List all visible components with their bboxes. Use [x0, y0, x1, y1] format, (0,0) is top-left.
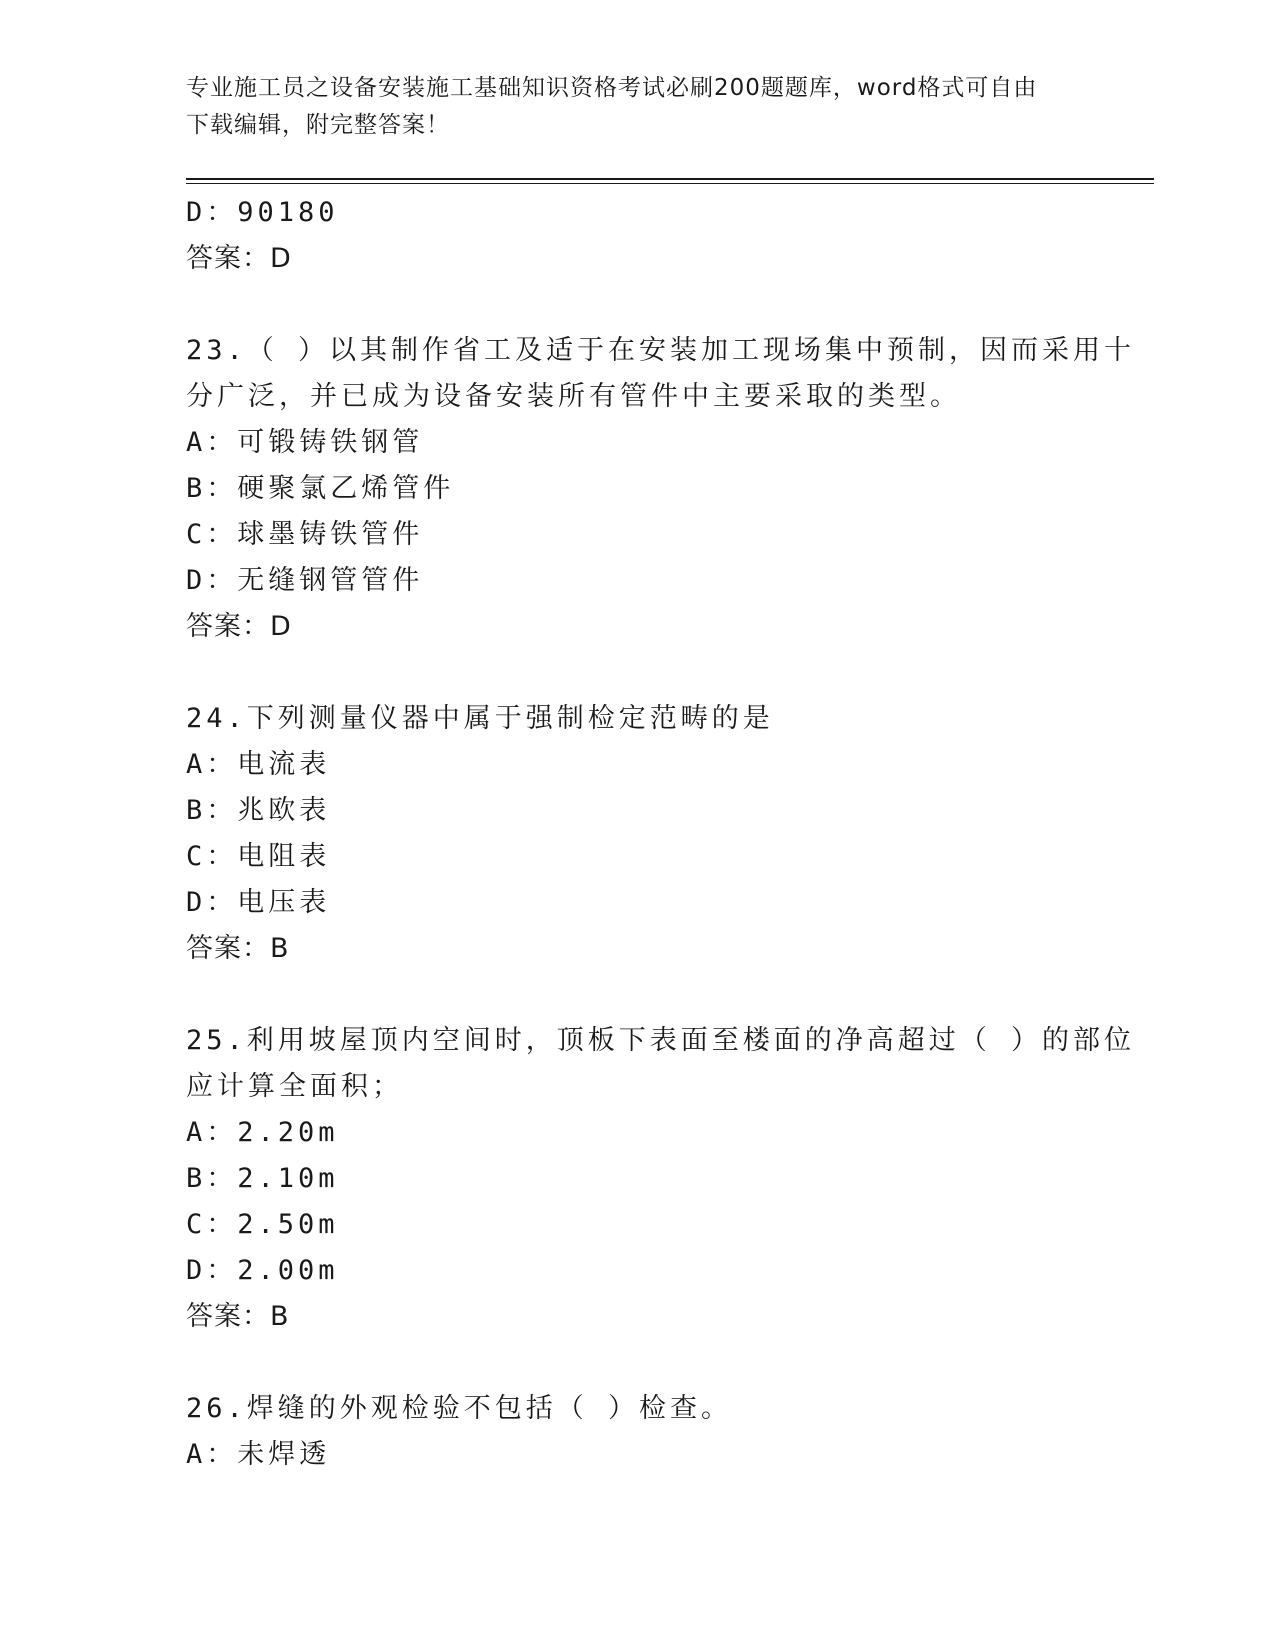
answer-label: 答案：B [186, 933, 290, 964]
header-line-2: 下载编辑，附完整答案！ [186, 112, 450, 138]
question-stem: 23.（ ）以其制作省工及适于在安装加工现场集中预制，因而采用十 [186, 335, 1136, 366]
question-stem-cont: 应计算全面积； [186, 1071, 403, 1102]
option-a: A：2.20m [186, 1117, 339, 1148]
option-a: A：电流表 [186, 749, 331, 780]
option-b: B：2.10m [186, 1163, 339, 1194]
answer-label: 答案：B [186, 1301, 290, 1332]
option-d: D：2.00m [186, 1255, 339, 1286]
question-stem-cont: 分广泛，并已成为设备安装所有管件中主要采取的类型。 [186, 381, 961, 412]
option-d: D：无缝钢管管件 [186, 565, 424, 596]
spacer [186, 1340, 1106, 1386]
option-c: C：球墨铸铁管件 [186, 519, 424, 550]
spacer [186, 972, 1106, 1018]
answer-label: 答案：D [186, 243, 292, 274]
option-c: C：2.50m [186, 1209, 339, 1240]
option-a: A：可锻铸铁钢管 [186, 427, 424, 458]
header-divider [186, 178, 1154, 180]
answer-label: 答案：D [186, 611, 292, 642]
option-b: B：硬聚氯乙烯管件 [186, 473, 455, 504]
question-stem: 26.焊缝的外观检验不包括（ ）检查。 [186, 1393, 733, 1424]
option-b: B：兆欧表 [186, 795, 331, 826]
question-stem: 24.下列测量仪器中属于强制检定范畴的是 [186, 703, 774, 734]
spacer [186, 282, 1106, 328]
option-d: D：90180 [186, 197, 339, 228]
header-line-1: 专业施工员之设备安装施工基础知识资格考试必刷200题题库，word格式可自由 [186, 75, 1038, 101]
question-list [186, 190, 1136, 1478]
option-c: C：电阻表 [186, 841, 331, 872]
header-divider-thin [186, 183, 1154, 184]
option-a: A：未焊透 [186, 1439, 331, 1470]
spacer [186, 650, 1106, 696]
page-header [186, 70, 1086, 144]
option-d: D：电压表 [186, 887, 331, 918]
question-stem: 25.利用坡屋顶内空间时，顶板下表面至楼面的净高超过（ ）的部位 [186, 1025, 1136, 1056]
